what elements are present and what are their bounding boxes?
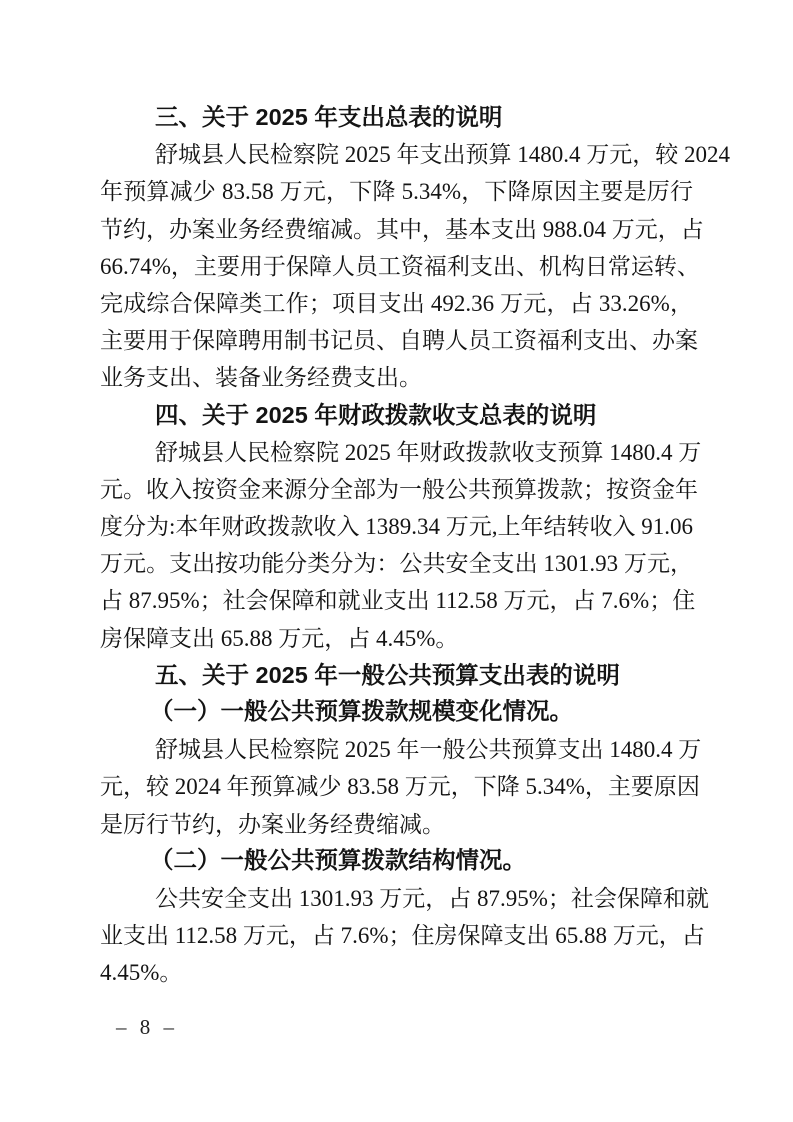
paragraph-line: 舒城县人民检察院 2025 年一般公共预算支出 1480.4 万 — [155, 737, 702, 763]
paragraph-line: 业支出 112.58 万元，占 7.6%；住房保障支出 65.88 万元，占 — [100, 923, 705, 949]
paragraph-line: 完成综合保障类工作；项目支出 492.36 万元，占 33.26%， — [100, 290, 693, 316]
section-heading-3: 三、关于 2025 年支出总表的说明 — [155, 104, 503, 130]
paragraph-line: 4.45%。 — [100, 960, 183, 986]
paragraph-line: 舒城县人民检察院 2025 年财政拨款收支预算 1480.4 万 — [155, 439, 702, 465]
paragraph-line: 元。收入按资金来源分全部为一般公共预算拨款；按资金年 — [100, 476, 698, 502]
document-body — [100, 99, 730, 992]
page-number: – 8 – — [116, 1015, 178, 1039]
paragraph-line: 房保障支出 65.88 万元，占 4.45%。 — [100, 625, 459, 651]
section-heading-5: 五、关于 2025 年一般公共预算支出表的说明 — [155, 661, 620, 688]
paragraph-line: 舒城县人民检察院 2025 年支出预算 1480.4 万元，较 2024 — [155, 142, 730, 168]
paragraph-line: 万元。支出按功能分类分为：公共安全支出 1301.93 万元， — [100, 551, 694, 577]
paragraph-line: 业务支出、装备业务经费支出。 — [100, 365, 422, 391]
paragraph-line: 占 87.95%；社会保障和就业支出 112.58 万元，占 7.6%；住 — [100, 588, 696, 614]
subsection-heading-1: （一）一般公共预算拨款规模变化情况。 — [150, 699, 573, 725]
paragraph-line: 66.74%，主要用于保障人员工资福利支出、机构日常运转、 — [100, 253, 700, 279]
paragraph-line: 公共安全支出 1301.93 万元，占 87.95%；社会保障和就 — [155, 885, 709, 911]
paragraph-line: 度分为:本年财政拨款收入 1389.34 万元,上年结转收入 91.06 — [100, 514, 693, 540]
paragraph-line: 元，较 2024 年预算减少 83.58 万元，下降 5.34%，主要原因 — [100, 774, 700, 800]
paragraph-line: 节约，办案业务经费缩减。其中，基本支出 988.04 万元，占 — [100, 216, 704, 242]
subsection-heading-2: （二）一般公共预算拨款结构情况。 — [150, 847, 526, 874]
paragraph-line: 年预算减少 83.58 万元，下降 5.34%，下降原因主要是厉行 — [100, 179, 693, 205]
section-heading-4: 四、关于 2025 年财政拨款收支总表的说明 — [155, 401, 597, 428]
paragraph-line: 是厉行节约，办案业务经费缩减。 — [100, 811, 445, 837]
paragraph-line: 主要用于保障聘用制书记员、自聘人员工资福利支出、办案 — [100, 328, 698, 354]
